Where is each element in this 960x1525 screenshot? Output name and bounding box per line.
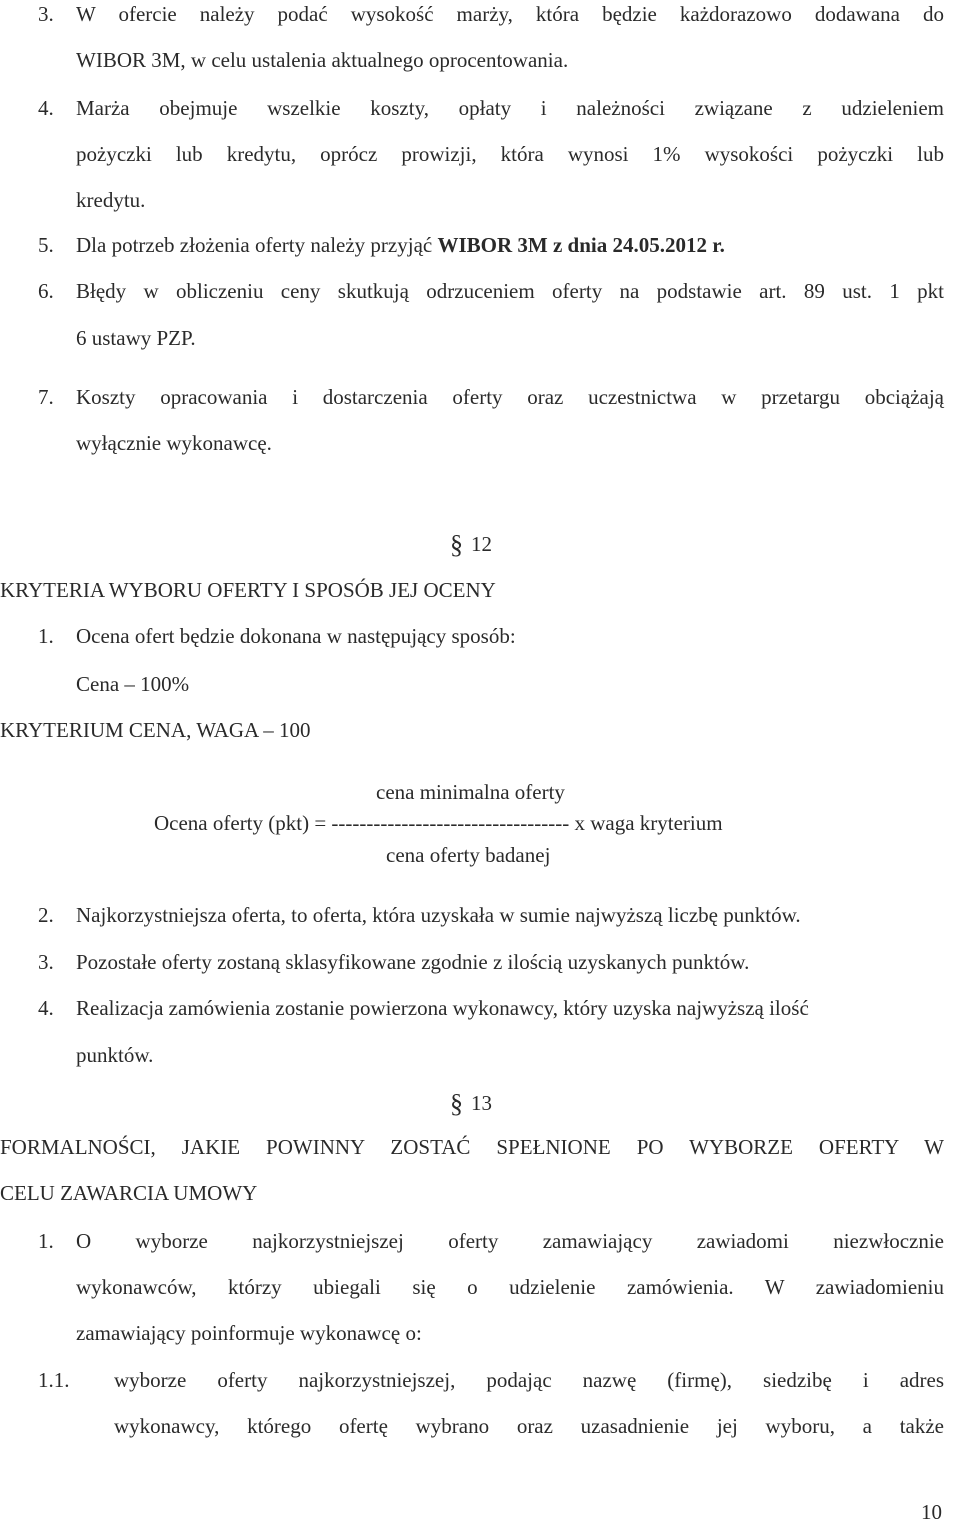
bold-text: WIBOR 3M z dnia 24.05.2012 r. xyxy=(437,233,725,257)
list-number: 7. xyxy=(38,385,54,409)
section-number xyxy=(450,530,492,560)
list-item-text: kredytu. xyxy=(76,188,146,212)
sublist-item-text: wykonawcy, którego ofertę wybrano oraz uzasadnienie jej wyboru, a także xyxy=(114,1414,944,1438)
list-item-text: O wyborze najkorzystniejszej oferty zamawiający zawiadomi niezwłocznie xyxy=(76,1229,944,1253)
list-item-text: wyłącznie wykonawcę. xyxy=(76,431,272,455)
section-heading: FORMALNOŚCI, JAKIE POWINNY ZOSTAĆ SPEŁNIONE PO WYBORZE OFERTY W xyxy=(0,1135,944,1159)
list-number: 3. xyxy=(38,2,54,26)
list-number: 2. xyxy=(38,903,54,927)
section-sign: § xyxy=(450,1089,463,1118)
criterion-line: KRYTERIUM CENA, WAGA – 100 xyxy=(0,718,311,742)
price-weight-line: Cena – 100% xyxy=(76,672,190,696)
list-item-text: Błędy w obliczeniu ceny skutkują odrzuceniem oferty na podstawie art. 89 ust. 1 pkt xyxy=(76,279,944,303)
list-item-text xyxy=(76,233,725,258)
list-number: 5. xyxy=(38,233,54,257)
section-number-value: 13 xyxy=(471,1091,492,1115)
list-item-text: W ofercie należy podać wysokość marży, która będzie każdorazowo dodawana do xyxy=(76,2,944,26)
list-number: 4. xyxy=(38,96,54,120)
list-item-text: WIBOR 3M, w celu ustalenia aktualnego oprocentowania. xyxy=(76,48,569,72)
list-number: 3. xyxy=(38,950,54,974)
list-number: 4. xyxy=(38,996,54,1020)
list-item-text: Ocena ofert będzie dokonana w następujący sposób: xyxy=(76,624,516,648)
section-heading: CELU ZAWARCIA UMOWY xyxy=(0,1181,258,1205)
list-item-text: Marża obejmuje wszelkie koszty, opłaty i należności związane z udzieleniem xyxy=(76,96,944,120)
section-number xyxy=(450,1089,492,1119)
section-number-value: 12 xyxy=(471,532,492,556)
list-item-text: zamawiający poinformuje wykonawcę o: xyxy=(76,1321,422,1345)
formula-numerator: cena minimalna oferty xyxy=(376,780,565,804)
list-item-text: Najkorzystniejsza oferta, to oferta, która uzyskała w sumie najwyższą liczbę punktów. xyxy=(76,903,801,927)
list-item-text: Pozostałe oferty zostaną sklasyfikowane zgodnie z ilością uzyskanych punktów. xyxy=(76,950,750,974)
sublist-number: 1.1. xyxy=(38,1368,70,1392)
list-item-text: 6 ustawy PZP. xyxy=(76,326,196,350)
list-item-text: wykonawców, którzy ubiegali się o udzielenie zamówienia. W zawiadomieniu xyxy=(76,1275,944,1299)
list-number: 1. xyxy=(38,624,54,648)
list-item-text: Realizacja zamówienia zostanie powierzona wykonawcy, który uzyska najwyższą ilość xyxy=(76,996,809,1020)
sublist-item-text: wyborze oferty najkorzystniejszej, podając nazwę (firmę), siedzibę i adres xyxy=(114,1368,944,1392)
list-number: 6. xyxy=(38,279,54,303)
list-item-text: Koszty opracowania i dostarczenia oferty oraz uczestnictwa w przetargu obciążają xyxy=(76,385,944,409)
section-heading: KRYTERIA WYBORU OFERTY I SPOSÓB JEJ OCENY xyxy=(0,578,496,602)
page-number: 10 xyxy=(921,1500,942,1524)
section-sign: § xyxy=(450,530,463,559)
formula-denominator: cena oferty badanej xyxy=(386,843,551,867)
plain-text: Dla potrzeb złożenia oferty należy przyjąć xyxy=(76,233,438,257)
list-number: 1. xyxy=(38,1229,54,1253)
list-item-text: punktów. xyxy=(76,1043,154,1067)
formula-main: Ocena oferty (pkt) = ---------------------------------- x waga kryterium xyxy=(154,811,723,835)
list-item-text: pożyczki lub kredytu, oprócz prowizji, która wynosi 1% wysokości pożyczki lub xyxy=(76,142,944,166)
